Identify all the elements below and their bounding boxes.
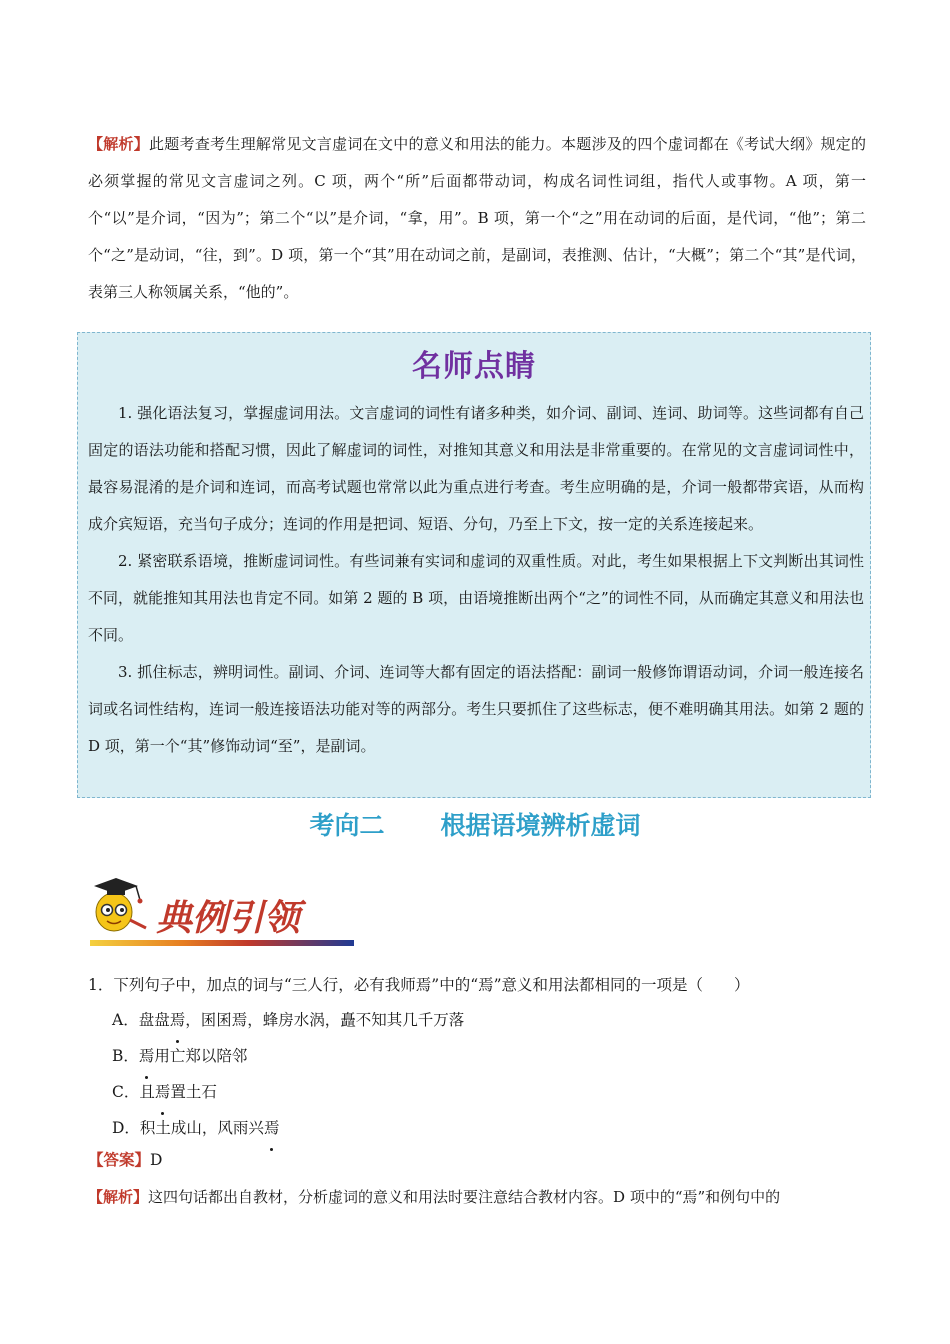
option-c: C．且焉置土石 <box>88 1074 868 1110</box>
teacher-tips-box <box>77 332 871 798</box>
dotted-word: 焉 <box>264 1110 280 1146</box>
tips-title: 名师点睛 <box>412 349 536 384</box>
analysis-paragraph <box>88 126 866 311</box>
analysis-text: 此题考查考生理解常见文言虚词在文中的意义和用法的能力。本题涉及的四个虚词都在《考试大纲》规定的必须掌握的常见文言虚词之列。C 项，两个“所”后面都带动词，构成名词性词组，指代人或事物。A 项，第一个“以”是介词，“因为”；第二个“以”是介词，“拿，用”。B 项，第一个“之”用在动词的后面，是代词，“他”；第二个“之”是动词，“往，到”。D 项，第一个“其”用在动词之前，是副词，表推测、估计，“大概”；第二个“其”是代词，表第三人称领属关系，“他的”。 <box>88 135 866 301</box>
section-heading-right: 根据语境辨析虚词 <box>440 811 641 840</box>
analysis-bottom-label: 【解析】 <box>88 1188 149 1206</box>
mascot-icon <box>94 878 146 931</box>
answer-value: D <box>150 1151 163 1169</box>
answer-line <box>88 1148 162 1170</box>
question-stem: 1．下列句子中，加点的词与“三人行，必有我师焉”中的“焉”意义和用法都相同的一项是（ ） <box>88 976 750 994</box>
dotted-word: 焉 <box>155 1074 171 1110</box>
tips-body <box>88 395 864 765</box>
analysis-label: 【解析】 <box>88 135 150 153</box>
answer-label: 【答案】 <box>88 1150 151 1169</box>
example-banner <box>88 870 356 950</box>
section-heading <box>0 806 950 842</box>
dotted-word: 焉 <box>139 1038 155 1074</box>
option-b: B．焉用亡郑以陪邻 <box>88 1038 868 1074</box>
banner-text: 典例引领 <box>156 897 301 939</box>
option-d: D．积土成山，风雨兴焉 <box>88 1110 868 1146</box>
dotted-word: 焉 <box>170 1002 186 1038</box>
analysis-bottom <box>88 1182 868 1212</box>
tips-paragraph-1: 1. 强化语法复习，掌握虚词用法。文言虚词的词性有诸多种类，如介词、副词、连词、助词等。这些词都有自己固定的语法功能和搭配习惯，因此了解虚词的词性，对推知其意义和用法是非常重要的。在常见的文言虚词词性中，最容易混淆的是介词和连词，而高考试题也常常以此为重点进行考查。考生应明确的是，介词一般都带宾语，从而构成介宾短语，充当句子成分；连词的作用是把词、短语、分句，乃至上下文，按一定的关系连接起来。 <box>88 404 864 533</box>
section-heading-left: 考向二 <box>309 811 385 840</box>
tips-paragraph-3: 3. 抓住标志，辨明词性。副词、介词、连词等大都有固定的语法搭配：副词一般修饰谓语动词，介词一般连接名词或名词性结构，连词一般连接语法功能对等的两部分。考生只要抓住了这些标志，便不难明确其用法。如第 2 题的 D 项，第一个“其”修饰动词“至”，是副词。 <box>88 663 864 755</box>
question-block <box>88 968 868 1146</box>
option-a: A．盘盘焉，囷囷焉，蜂房水涡，矗不知其几千万落 <box>88 1002 868 1038</box>
tips-paragraph-2: 2. 紧密联系语境，推断虚词词性。有些词兼有实词和虚词的双重性质。对此，考生如果根据上下文判断出其词性不同，就能推知其用法也肯定不同。如第 2 题的 B 项，由语境推断出两个“之”的词性不同，从而确定其意义和用法也不同。 <box>88 552 864 644</box>
analysis-bottom-text: 这四句话都出自教材，分析虚词的意义和用法时要注意结合教材内容。D 项中的“焉”和例句中的 <box>148 1188 781 1206</box>
